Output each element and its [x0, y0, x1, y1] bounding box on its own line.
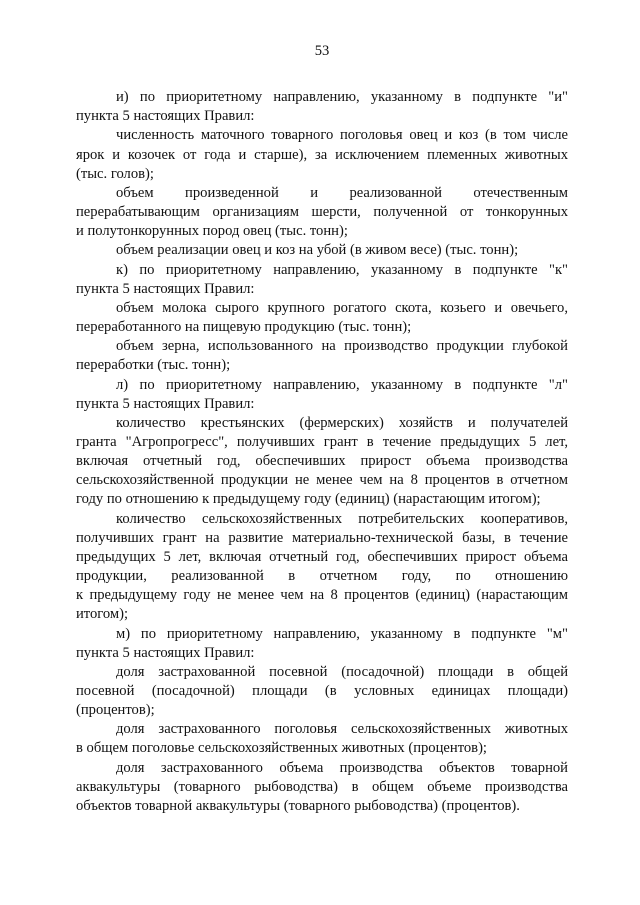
text-line: доля застрахованной посевной (посадочной) площади в общей [116, 663, 568, 680]
text-line: к предыдущему году не менее чем на 8 процентов (единиц) (нарастающим [76, 587, 568, 604]
text-line: (тыс. голов); [76, 165, 154, 182]
text-line: объем зерна, использованного на производство продукции глубокой [116, 338, 568, 355]
text-line: включая отчетный год, обеспечивших прирост объема производства [76, 453, 568, 470]
paragraph [76, 376, 568, 414]
text-line: м) по приоритетному направлению, указанному в подпункте "м" [116, 625, 568, 642]
text-line: получивших грант на развитие материально-технической базы, в течение [76, 529, 568, 546]
text-line: пункта 5 настоящих Правил: [76, 644, 255, 661]
document-body [76, 88, 568, 816]
text-line: итогом); [76, 606, 129, 623]
page-number: 53 [314, 43, 330, 59]
text-line: доля застрахованного объема производства объектов товарной [116, 759, 568, 776]
text-line: в общем поголовье сельскохозяйственных животных (процентов); [76, 740, 487, 757]
paragraph [76, 299, 568, 337]
text-line: количество сельскохозяйственных потребительских кооперативов, [116, 510, 568, 527]
text-line: ярок и козочек от года и старше), за исключением племенных животных [76, 146, 568, 163]
text-line: объем произведенной и реализованной отечественным [116, 184, 568, 201]
paragraph [76, 88, 568, 126]
text-line: гранта "Агропрогресс", получивших грант в течение предыдущих 5 лет, [76, 433, 568, 450]
text-line: к) по приоритетному направлению, указанному в подпункте "к" [116, 261, 568, 278]
text-line: пункта 5 настоящих Правил: [76, 395, 255, 412]
text-line: году по отношению к предыдущему году (единиц) (нарастающим итогом); [76, 491, 541, 508]
text-line: перерабатывающим организациям шерсти, полученной от тонкорунных [76, 204, 568, 221]
text-line: пункта 5 настоящих Правил: [76, 108, 255, 125]
text-line: сельскохозяйственной продукции не менее чем на 8 процентов в отчетном [76, 472, 568, 489]
text-line: объем реализации овец и коз на убой (в живом весе) (тыс. тонн); [116, 242, 519, 259]
paragraph [76, 126, 568, 183]
text-line: переработанного на пищевую продукцию (тыс. тонн); [76, 319, 412, 336]
paragraph [76, 663, 568, 720]
text-line: пункта 5 настоящих Правил: [76, 280, 255, 297]
text-line: (процентов); [76, 702, 155, 719]
text-line: и полутонкорунных пород овец (тыс. тонн); [76, 223, 348, 240]
text-line: доля застрахованного поголовья сельскохозяйственных животных [116, 721, 568, 738]
paragraph [76, 720, 568, 758]
paragraph [76, 184, 568, 241]
paragraph [76, 625, 568, 663]
paragraph [76, 759, 568, 816]
text-line: предыдущих 5 лет, включая отчетный год, обеспечивших прирост объема [76, 548, 568, 565]
paragraph [76, 510, 568, 625]
text-line: переработки (тыс. тонн); [76, 357, 231, 374]
text-line: объем молока сырого крупного рогатого скота, козьего и овечьего, [116, 299, 568, 316]
paragraph [76, 261, 568, 299]
text-line: аквакультуры (товарного рыбоводства) в общем объеме производства [76, 778, 568, 795]
paragraph [76, 241, 568, 260]
text-line: объектов товарной аквакультуры (товарного рыбоводства) (процентов). [76, 797, 520, 814]
paragraph [76, 414, 568, 510]
text-line: и) по приоритетному направлению, указанному в подпункте "и" [116, 89, 568, 106]
text-line: посевной (посадочной) площади (в условных единицах площади) [76, 683, 568, 699]
text-line: численность маточного товарного поголовья овец и коз (в том числе [116, 127, 568, 144]
text-line: количество крестьянских (фермерских) хозяйств и получателей [116, 414, 568, 431]
paragraph [76, 337, 568, 375]
text-line: продукции, реализованной в отчетном году, по отношению [76, 568, 568, 585]
text-line: л) по приоритетному направлению, указанному в подпункте "л" [116, 376, 568, 393]
